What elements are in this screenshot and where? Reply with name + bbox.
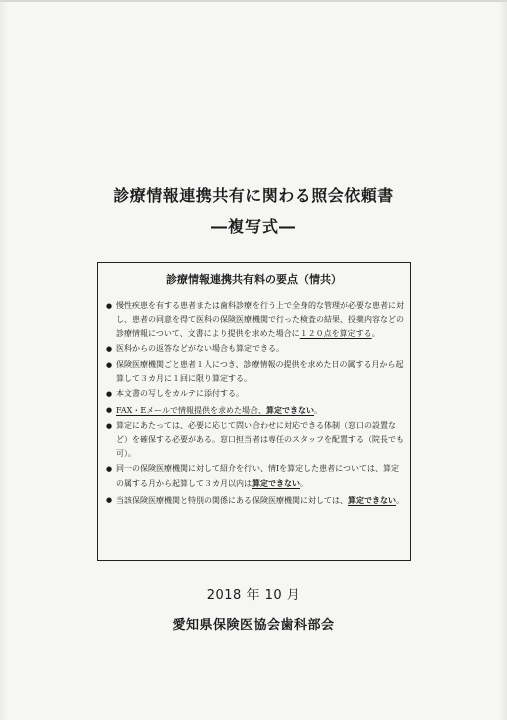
item-text: 同一の保険医療機関に対して紹介を行い、情Ⅰを算定した患者については、算定の属する月から起算して３カ月以内は (116, 464, 399, 489)
item-underlined-text: １２０点を算定する (299, 329, 372, 338)
item-text: 本文書の写しをカルテに添付する。 (116, 389, 244, 399)
item-text-end: 。 (314, 405, 323, 415)
item-text: 保険医療機関ごと患者１人につき、診療情報の提供を求めた日の属する月から起算して３カ月に１回に限り算定する。 (116, 359, 404, 383)
list-item (106, 462, 406, 491)
issue-date: 2018 年 10 月 (206, 588, 301, 603)
bullet-icon: ● (106, 302, 113, 310)
list-item (106, 403, 406, 418)
list-item (106, 493, 406, 508)
summary-box-heading: 診療情報連携共有料の要点（情共） (166, 273, 342, 286)
item-text: 当該保険医療機関と特別の関係にある保険医療機関に対しては、 (116, 495, 348, 505)
bullet-icon: ● (106, 345, 113, 354)
item-emphasis-text: 算定できない (266, 404, 315, 415)
list-item (106, 299, 406, 341)
item-underlined-text: FAX・Eメールで情報提供を求めた場合、 (116, 405, 267, 415)
item-text: 医科からの返答などがない場合も算定できる。 (116, 344, 284, 354)
item-text: 算定にあたっては、必要に応じて問い合わせに対応できる体制（窓口の設置など）を確保する必要がある。窓口担当者は専任のスタッフを配置する（院長でも可）。 (116, 420, 404, 458)
bullet-icon: ● (106, 421, 113, 430)
item-text-end: 。 (371, 329, 380, 338)
item-text-end: 。 (300, 479, 308, 489)
item-emphasis-text: 算定できない (348, 494, 396, 505)
item-emphasis-text: 算定できない (252, 478, 300, 489)
list-item (106, 419, 406, 461)
summary-box (97, 262, 411, 561)
organization-name: 愛知県保険医協会歯科部会 (172, 618, 335, 633)
bullet-icon: ● (106, 495, 113, 504)
bullet-icon: ● (106, 465, 113, 474)
list-item (106, 387, 406, 401)
document-subtitle: ―複写式― (210, 217, 296, 236)
item-text: 慢性疾患を有する患者または歯科診療を行う上で全身的な管理が必要な患者に対し、患者の同意を得て医科の保険医療機関で行った検査の結果、投薬内容などの診療情報について、文書により提供を求めた場合に (116, 301, 404, 338)
item-text-end: 。 (396, 495, 404, 505)
summary-list (106, 299, 406, 509)
page-edge (0, 0, 507, 2)
bullet-icon: ● (106, 390, 113, 399)
document-title: 診療情報連携共有に関わる照会依頼書 (113, 186, 394, 205)
bullet-icon: ● (106, 405, 113, 414)
list-item (106, 358, 406, 386)
bullet-icon: ● (106, 360, 113, 369)
list-item (106, 342, 406, 356)
